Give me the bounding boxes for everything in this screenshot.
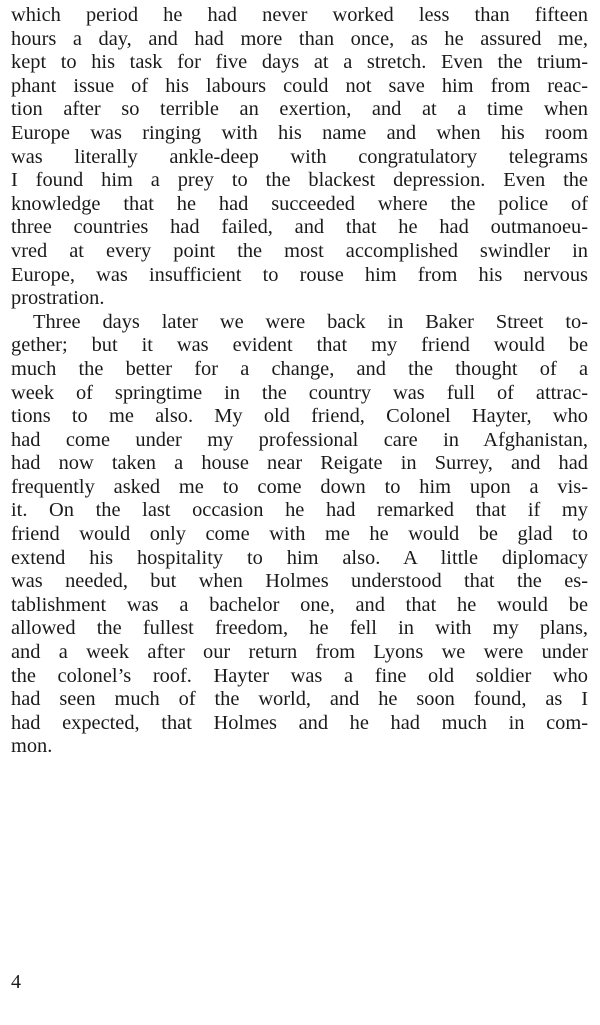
text-line: frequently asked me to come down to him upon a vis- bbox=[11, 475, 588, 498]
text-line: Three days later we were back in Baker Street to- bbox=[33, 310, 588, 333]
text-line: had expected, that Holmes and he had much in com- bbox=[11, 711, 588, 734]
text-line: had seen much of the world, and he soon found, as I bbox=[11, 688, 588, 711]
text-line: was needed, but when Holmes understood that the es- bbox=[11, 570, 588, 593]
text-line: Europe, was insufficient to rouse him from his nervous bbox=[11, 263, 588, 286]
text-line: allowed the fullest freedom, he fell in with my plans, bbox=[11, 617, 588, 640]
text-line: extend his hospitality to him also. A little diplomacy bbox=[11, 546, 588, 569]
page-number: 4 bbox=[11, 971, 21, 993]
text-line: it. On the last occasion he had remarked that if my bbox=[11, 499, 588, 522]
paragraph-1 bbox=[11, 4, 588, 311]
text-line: much the better for a change, and the thought of a bbox=[11, 357, 588, 380]
text-line: knowledge that he had succeeded where the police of bbox=[11, 192, 588, 215]
text-line: tion after so terrible an exertion, and at a time when bbox=[11, 98, 588, 121]
text-line: Europe was ringing with his name and when his room bbox=[11, 121, 588, 144]
text-line: friend would only come with me he would be glad to bbox=[11, 523, 588, 546]
text-line: had come under my professional care in Afghanistan, bbox=[11, 428, 588, 451]
paragraph-2 bbox=[11, 311, 588, 759]
text-line: I found him a prey to the blackest depression. Even the bbox=[11, 169, 588, 192]
text-line: week of springtime in the country was full of attrac- bbox=[11, 381, 588, 404]
text-line: was literally ankle-deep with congratulatory telegrams bbox=[11, 145, 588, 168]
text-line: prostration. bbox=[11, 287, 105, 310]
text-line: the colonel’s roof. Hayter was a fine old soldier who bbox=[11, 664, 588, 687]
text-line: had now taken a house near Reigate in Surrey, and had bbox=[11, 452, 588, 475]
text-line: gether; but it was evident that my friend would be bbox=[11, 334, 588, 357]
text-line: phant issue of his labours could not save him from reac- bbox=[11, 74, 588, 97]
text-line: tablishment was a bachelor one, and that he would be bbox=[11, 593, 588, 616]
text-line: hours a day, and had more than once, as he assured me, bbox=[11, 27, 588, 50]
body-text bbox=[11, 4, 588, 759]
text-line: tions to me also. My old friend, Colonel Hayter, who bbox=[11, 405, 588, 428]
text-line: and a week after our return from Lyons we were under bbox=[11, 641, 588, 664]
text-line: three countries had failed, and that he had outmanoeu- bbox=[11, 216, 588, 239]
text-line: mon. bbox=[11, 735, 53, 758]
text-line: which period he had never worked less than fifteen bbox=[11, 4, 588, 26]
text-line: vred at every point the most accomplished swindler in bbox=[11, 239, 588, 262]
text-line: kept to his task for five days at a stretch. Even the trium- bbox=[11, 51, 588, 74]
